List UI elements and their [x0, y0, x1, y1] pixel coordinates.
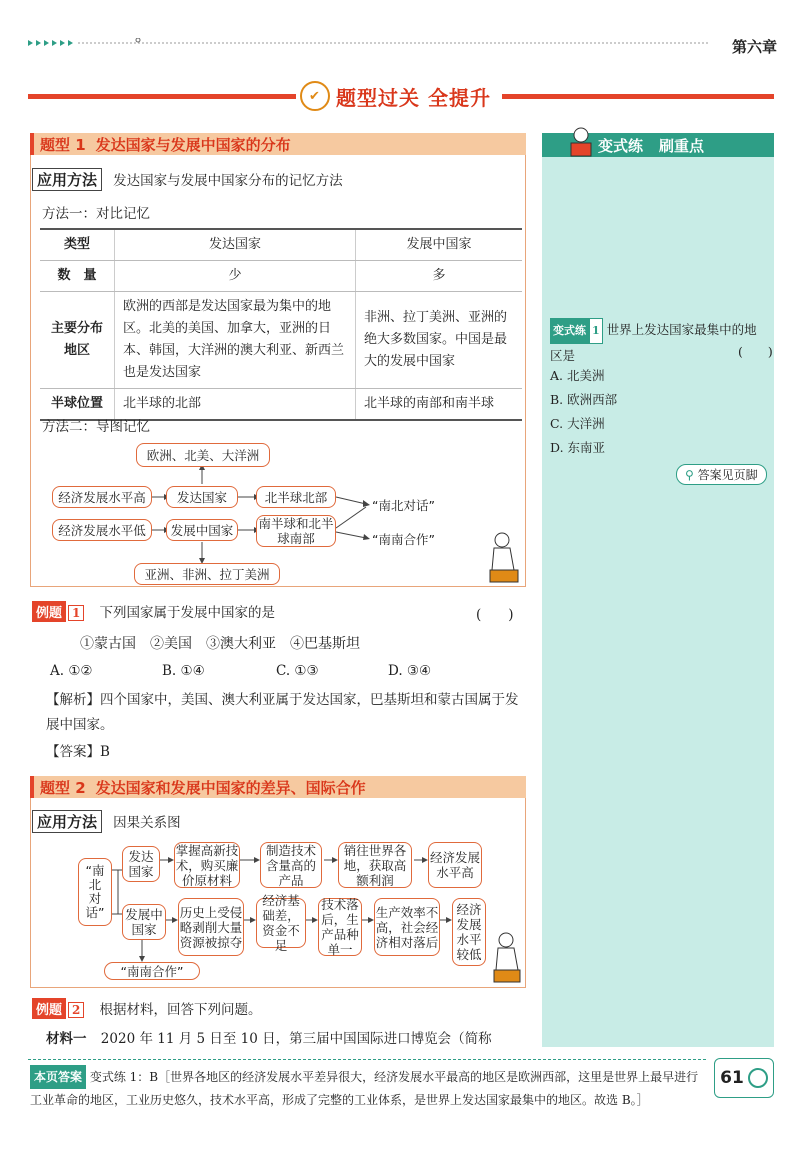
example2-header: [32, 998, 261, 1019]
table-row: [40, 292, 522, 389]
type2-label: 题型 2: [40, 778, 86, 797]
table-header-row: [40, 229, 522, 261]
practice-question: [550, 318, 768, 368]
practice-choice-a[interactable]: A. 北美洲: [550, 368, 605, 383]
chart-node-south-south: “南南合作”: [104, 962, 200, 980]
banner-title: 题型过关 全提升: [336, 85, 491, 110]
example1-choice-d[interactable]: D. ③④: [388, 663, 432, 679]
practice-choice-b[interactable]: B. 欧洲西部: [550, 392, 618, 407]
method1-label: 方法一：对比记忆: [42, 206, 150, 222]
material-label: 材料一: [46, 1031, 87, 1047]
example1-choice-c[interactable]: C. ①③: [276, 663, 319, 679]
chart-node-g3: 技术落后，生产品种单一: [318, 898, 362, 956]
example1-num: 1: [68, 605, 84, 621]
map-node-econ-low: 经济发展水平低: [52, 519, 152, 541]
cartoon-figure-icon: [490, 930, 524, 984]
example1-choice-b[interactable]: B. ①④: [162, 663, 205, 679]
example2-material: [46, 1027, 492, 1047]
footer-text-block: [30, 1065, 706, 1111]
chart-node-g2: 经济基础差，资金不足: [256, 898, 306, 948]
practice-choice-c[interactable]: C. 大洋洲: [550, 416, 605, 431]
type1-label: 题型 1: [40, 135, 86, 154]
table-cell: 北半球的北部: [115, 389, 356, 421]
type2-title: 发达国家和发展中国家的差异、国际合作: [95, 778, 366, 797]
table-cell: 半球位置: [40, 389, 115, 421]
chart-node-d4: 经济发展水平高: [428, 842, 482, 888]
footer-divider: [28, 1059, 706, 1060]
badge-icon: ✔: [300, 81, 330, 111]
lightbulb-icon: ⚲: [685, 468, 694, 482]
type2-bar: [30, 776, 526, 798]
practice-panel: [542, 157, 774, 1047]
banner-line-right: [502, 94, 774, 99]
chart-node-north-south: “南北对话”: [78, 858, 112, 926]
map-node-developing-regions: 亚洲、非洲、拉丁美洲: [134, 563, 280, 585]
example1-question: 下列国家属于发展中国家的是: [99, 605, 275, 621]
map-node-north: 北半球北部: [256, 486, 336, 508]
practice-question-text: 世界上发达国家最集中的地区是: [550, 322, 757, 363]
example1-analysis: 【解析】四个国家中，美国、澳大利亚属于发达国家，巴基斯坦和蒙古国属于发展中国家。: [46, 692, 519, 733]
practice-tag: 变式练: [550, 318, 589, 344]
practice-paren: ( ): [738, 344, 773, 359]
answer-pill-text: 答案见页脚: [697, 468, 758, 482]
page-number-box: [714, 1058, 774, 1098]
method-desc: 因果关系图: [113, 815, 181, 831]
example1-paren: ( ): [476, 607, 514, 623]
table-cell: 少: [115, 261, 356, 292]
table-header: 发达国家: [115, 229, 356, 261]
chart-node-g4: 生产效率不高，社会经济相对落后: [374, 898, 440, 956]
map-node-developed: 发达国家: [166, 486, 238, 508]
example1-answer: 【答案】B: [46, 744, 110, 760]
chart-node-d1: 掌握高新技术，购买廉价原材料: [175, 842, 239, 888]
table-cell: 北半球的南部和南半球: [356, 389, 523, 421]
example1-options: ①蒙古国 ②美国 ③澳大利亚 ④巴基斯坦: [80, 636, 360, 652]
type1-bar: [30, 133, 526, 155]
practice-num: 1: [589, 318, 603, 344]
banner: [300, 80, 500, 112]
method-tag: 应用方法: [32, 168, 102, 191]
example1-header: [32, 601, 275, 622]
method-tag: 应用方法: [32, 810, 102, 833]
example1-tag: 例题: [32, 601, 66, 622]
method-desc: 发达国家与发展中国家分布的记忆方法: [113, 173, 343, 189]
table-cell: 非洲、拉丁美洲、亚洲的绝大多数国家。中国是最大的发展中国家: [356, 292, 523, 389]
clock-icon: [748, 1068, 768, 1088]
map-node-south-south: “南南合作”: [372, 532, 435, 547]
method2-label: 方法二：导图记忆: [42, 419, 150, 435]
practice-bar-title2: 刷重点: [659, 136, 705, 155]
table-cell: 多: [356, 261, 523, 292]
type1-title: 发达国家与发展中国家的分布: [95, 135, 291, 154]
example2-question: 根据材料，回答下列问题。: [99, 1002, 262, 1018]
method-row-2: [32, 810, 181, 833]
table-cell: 主要分布地区: [40, 292, 115, 389]
chart-node-g1: 历史上受侵略剥削大量资源被掠夺: [178, 898, 244, 956]
example2-tag: 例题: [32, 998, 66, 1019]
chart-node-d3: 销往世界各地，获取高额利润: [338, 842, 412, 888]
chart-node-d2: 制造技术含量高的产品: [260, 842, 322, 888]
answer-at-footer-pill: [676, 464, 767, 485]
example2-num: 2: [68, 1002, 84, 1018]
map-node-developing: 发展中国家: [166, 519, 238, 541]
method-row-1: [32, 168, 343, 191]
chart-node-developed: 发达国家: [122, 846, 160, 882]
map-node-north-south: “南北对话”: [372, 498, 435, 513]
example1-choice-a[interactable]: A. ①②: [50, 663, 93, 679]
map-node-south: 南半球和北半球南部: [256, 515, 336, 547]
practice-bar-title1: 变式练: [598, 136, 644, 155]
table-row: [40, 261, 522, 292]
mindmap-lines: [30, 438, 526, 586]
comparison-table: [40, 228, 522, 421]
table-header: 类型: [40, 229, 115, 261]
table-cell: 欧洲的西部是发达国家最为集中的地区。北美的美国、加拿大，亚洲的日本、韩国，大洋洲的澳大利亚、新西兰也是发达国家: [115, 292, 356, 389]
footer-text: 变式练 1：B［世界各地区的经济发展水平差异很大，经济发展水平最高的地区是欧洲西部，这里是世界上最早进行工业革命的地区，工业历史悠久，技术水平高，形成了完整的工业体系，是世界上发达国家最集中的地区。故选 B。］: [30, 1070, 699, 1107]
map-node-developed-regions: 欧洲、北美、大洋洲: [136, 443, 270, 467]
cartoon-figure-icon: [484, 530, 524, 584]
map-node-econ-high: 经济发展水平高: [52, 486, 152, 508]
chart-node-developing: 发展中国家: [122, 904, 166, 940]
material-text: 2020 年 11 月 5 日至 10 日，第三届中国国际进口博览会（简称: [100, 1031, 492, 1047]
header-dots: [28, 38, 708, 48]
page-number: 61: [720, 1068, 744, 1088]
footer-tag: 本页答案: [30, 1065, 86, 1089]
chart-node-g5: 经济发展水平较低: [452, 898, 486, 966]
table-cell: 数 量: [40, 261, 115, 292]
reader-mascot-icon: [566, 126, 596, 158]
footer-answers: [28, 1055, 706, 1127]
practice-choice-d[interactable]: D. 东南亚: [550, 440, 606, 455]
chapter-label: 第六章: [732, 38, 778, 56]
table-header: 发展中国家: [356, 229, 523, 261]
banner-line-left: [28, 94, 296, 99]
